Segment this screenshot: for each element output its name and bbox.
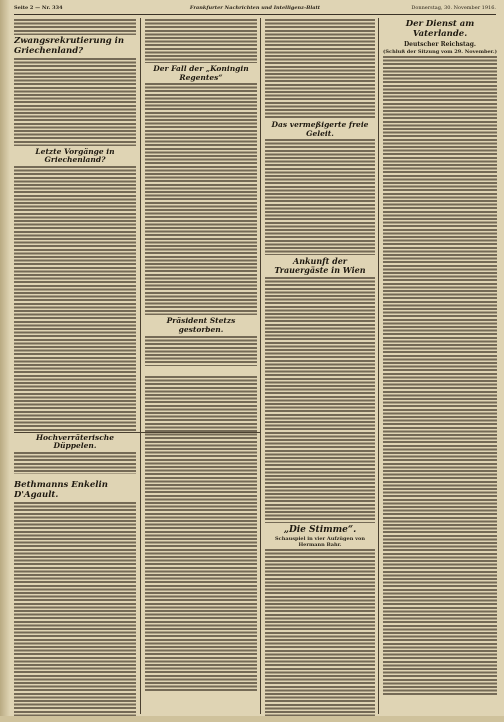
- headline: „Die Stimme“.: [283, 524, 357, 535]
- article-text: [145, 83, 257, 315]
- article-text: [145, 376, 257, 692]
- headline: Ankunft der Trauergäste in Wien: [274, 256, 366, 276]
- article-text: [265, 19, 375, 119]
- newspaper-title: Frankfurter Nachrichten und Intelligenz-Blatt: [189, 5, 321, 11]
- headline: Zwangsrekrutierung in Griechenland?: [14, 36, 125, 56]
- article-text: [383, 56, 497, 696]
- headline: Präsident Stetzs gestorben.: [166, 316, 236, 334]
- page-bottom-edge: [0, 716, 504, 722]
- column-4: [383, 18, 497, 718]
- column-rule-1: [140, 18, 141, 714]
- headline: Letzte Vorgänge in Griechenland?: [35, 146, 115, 165]
- page-edge-shadow: [0, 0, 10, 722]
- article-text: [14, 19, 136, 35]
- page-header: [14, 3, 496, 15]
- article-text: [14, 502, 136, 718]
- headline: Bethmanns Enkelin D'Agault.: [14, 480, 108, 500]
- subheadline: Schauspiel in vier Aufzügen von Hermann Bahr.: [275, 535, 365, 548]
- article-text: [145, 336, 257, 366]
- column-3: [265, 18, 375, 718]
- issue-date: Donnerstag, 30. November 1916.: [411, 5, 496, 11]
- headline: Der Fall der „Koningin Regentes“: [153, 64, 249, 82]
- article-text: [14, 166, 136, 432]
- headline: Hochverräterische Düppelen.: [35, 432, 115, 451]
- page-number: Seite 2 — Nr. 334: [14, 5, 63, 11]
- column-rule-3: [378, 18, 379, 714]
- article-text: [14, 58, 136, 146]
- column-rule-2: [260, 18, 261, 714]
- subheadline: Deutscher Reichstag.: [403, 40, 477, 48]
- headline: Das vermeßigerte freie Geleit.: [271, 120, 369, 138]
- headline: Der Dienst am Vaterlande.: [405, 19, 475, 39]
- subheadline: (Schluß der Sitzung vom 29. November.): [383, 48, 497, 55]
- column-2: [145, 18, 257, 718]
- article-text: [145, 19, 257, 63]
- column-1: [14, 18, 136, 718]
- article-text: [265, 277, 375, 523]
- article-text: [14, 452, 136, 474]
- article-text: [265, 549, 375, 718]
- article-text: [265, 139, 375, 255]
